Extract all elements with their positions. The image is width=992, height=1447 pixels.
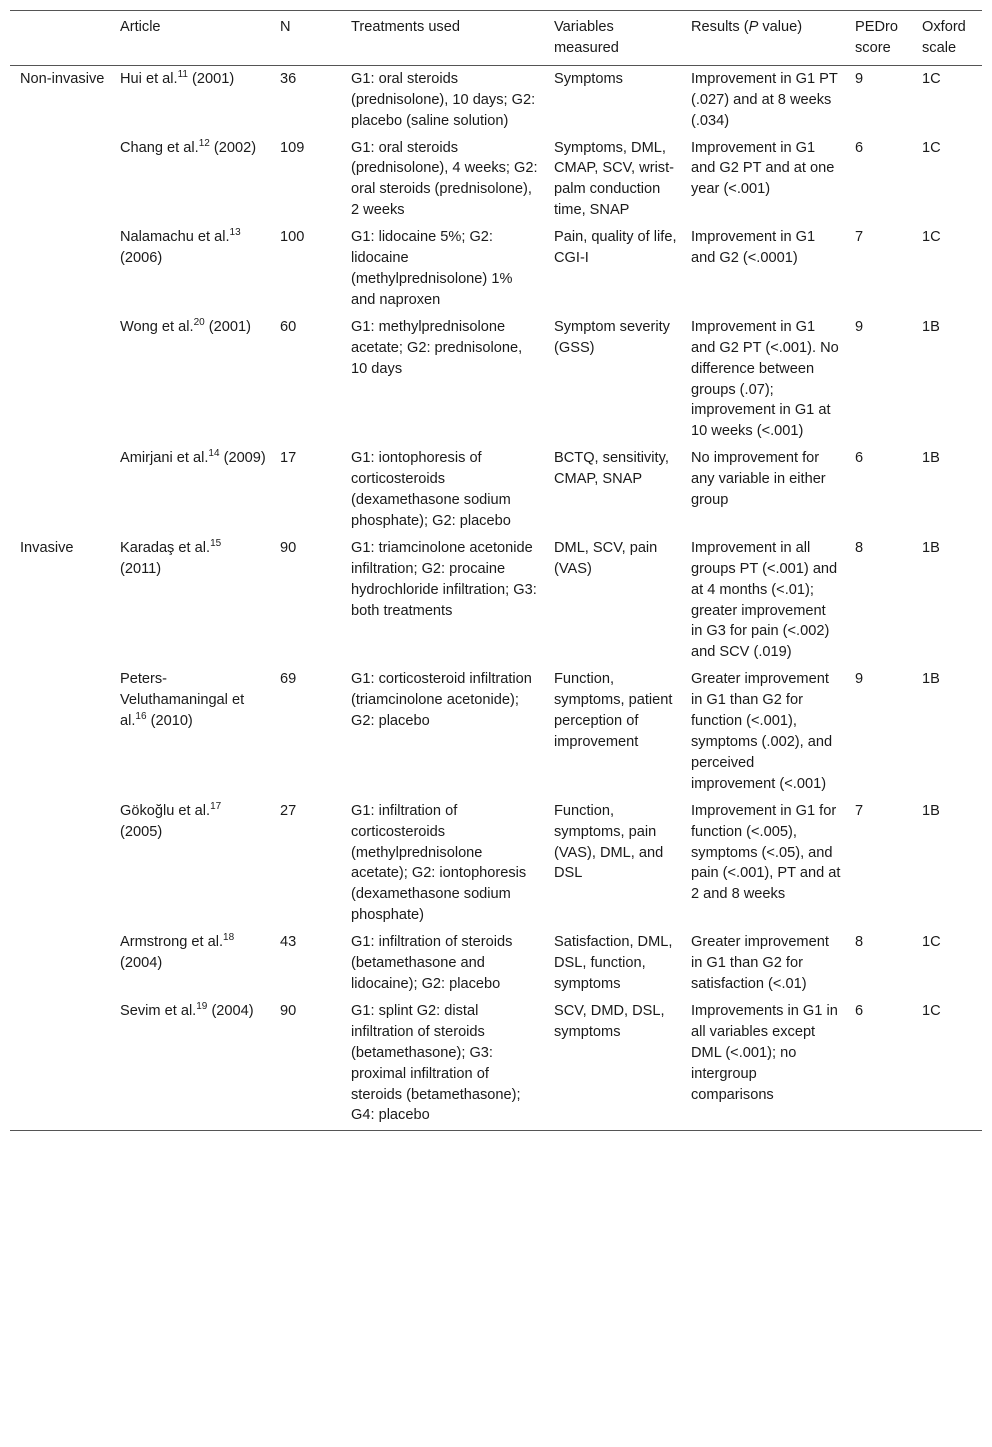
cell-variables: BCTQ, sensitivity, CMAP, SNAP (554, 450, 669, 488)
cell-oxford: 1B (922, 802, 940, 819)
article-reference: 20 (193, 316, 205, 328)
header-results-suffix: value) (758, 19, 803, 35)
cell-pedro: 8 (855, 539, 864, 556)
cell-treatments: G1: triamcinolone acetonide infiltration; G2: procaine hydrochloride infiltration; G3: both treatments (351, 539, 537, 619)
cell-article (110, 445, 270, 535)
cell-oxford: 1C (922, 229, 941, 246)
cell-n: 90 (270, 998, 341, 1131)
cell-n: 17 (280, 450, 297, 467)
cell-variables: Function, symptoms, patient perception of improvement (554, 671, 673, 750)
header-pedro: PEDro score (845, 11, 912, 66)
cell-group (10, 224, 110, 314)
cell-variables: Pain, quality of life, CGI-I (554, 229, 677, 267)
cell-treatments: G1: infiltration of steroids (betamethasone and lidocaine); G2: placebo (351, 934, 513, 992)
cell-n: 69 (280, 671, 297, 688)
cell-n: 60 (280, 318, 297, 335)
cell-n: 43 (280, 934, 297, 951)
cell-results: Greater improvement in G1 than G2 for function (<.001), symptoms (.002), and perceived improvement (<.001) (691, 671, 833, 792)
cell-treatments: G1: lidocaine 5%; G2: lidocaine (methylprednisolone) 1% and naproxen (351, 229, 513, 308)
cell-pedro: 6 (855, 139, 864, 156)
article-year: (2009) (223, 450, 266, 467)
cell-treatments: G1: infiltration of corticosteroids (methylprednisolone acetate); G2: iontophoresis (dexamethasone sodium phosphate) (351, 802, 527, 924)
article-reference: 12 (198, 137, 210, 149)
article-reference: 17 (210, 800, 222, 812)
cell-group (10, 998, 110, 1131)
article-author: Nalamachu et al. (120, 229, 230, 246)
cell-variables: Symptoms (554, 70, 623, 87)
cell-results: Improvement in G1 and G2 PT and at one year (<.001) (691, 139, 835, 198)
article-year: (2004) (211, 1002, 254, 1019)
cell-results: Improvements in G1 in all variables except DML (<.001); no intergroup comparisons (681, 998, 845, 1131)
article-author: Peters-Veluthamaningal et al. (120, 671, 245, 730)
cell-pedro: 6 (855, 450, 864, 467)
table-row (10, 535, 982, 666)
table-container (10, 10, 982, 1131)
cell-article (110, 135, 270, 225)
cell-article (110, 314, 270, 445)
studies-table (10, 10, 982, 1131)
article-year: (2001) (192, 70, 235, 87)
article-year: (2005) (120, 823, 163, 840)
table-row (10, 666, 982, 797)
cell-group: Invasive (20, 539, 74, 556)
article-year: (2006) (120, 250, 163, 267)
cell-n: 90 (280, 539, 297, 556)
cell-article (110, 65, 270, 134)
cell-n: 100 (280, 229, 305, 246)
cell-article (110, 798, 270, 929)
cell-group (10, 445, 110, 535)
cell-results: Improvement in G1 and G2 PT (<.001). No difference between groups (.07); improvement in G1 at 10 weeks (<.001) (691, 318, 839, 440)
article-author: Wong et al. (120, 318, 194, 335)
cell-n: 109 (280, 139, 305, 156)
cell-pedro: 7 (855, 229, 864, 246)
table-row (10, 135, 982, 225)
cell-treatments: G1: oral steroids (prednisolone), 10 days; G2: placebo (saline solution) (351, 70, 536, 129)
article-year: (2004) (120, 955, 163, 972)
header-results-p: P (748, 19, 759, 35)
header-variables: Variables measured (544, 11, 681, 66)
article-reference: 18 (223, 932, 235, 944)
cell-oxford: 1B (922, 318, 940, 335)
header-row (10, 11, 982, 66)
table-row (10, 224, 982, 314)
cell-pedro: 9 (855, 671, 864, 688)
cell-pedro: 6 (845, 998, 912, 1131)
cell-results: Improvement in G1 for function (<.005), symptoms (<.05), and pain (<.001), PT and at 2 and 8 weeks (691, 802, 841, 903)
header-group (10, 11, 110, 66)
article-author: Sevim et al. (120, 1002, 197, 1019)
article-reference: 13 (229, 227, 241, 239)
cell-group (10, 135, 110, 225)
article-author: Chang et al. (120, 139, 199, 156)
article-reference: 16 (135, 711, 147, 723)
cell-n: 36 (280, 70, 297, 87)
article-reference: 15 (210, 537, 222, 549)
cell-results: Improvement in all groups PT (<.001) and at 4 months (<.01); greater improvement in G3 for pain (<.002) and SCV (.019) (691, 539, 838, 661)
cell-treatments: G1: oral steroids (prednisolone), 4 weeks; G2: oral steroids (prednisolone), 2 weeks (351, 139, 538, 219)
article-reference: 11 (177, 68, 188, 80)
cell-group (10, 929, 110, 998)
table-row (10, 998, 982, 1131)
cell-article (110, 998, 270, 1131)
article-author: Hui et al. (120, 70, 178, 87)
article-year: (2010) (150, 713, 193, 730)
cell-variables: Function, symptoms, pain (VAS), DML, and DSL (554, 802, 664, 882)
table-row (10, 314, 982, 445)
article-year: (2002) (213, 139, 257, 156)
article-reference: 14 (208, 448, 220, 460)
cell-variables: Satisfaction, DML, DSL, function, symptoms (554, 934, 673, 992)
cell-oxford: 1C (912, 998, 982, 1131)
cell-pedro: 9 (855, 70, 864, 87)
cell-group (10, 798, 110, 929)
cell-treatments: G1: methylprednisolone acetate; G2: prednisolone, 10 days (351, 318, 523, 377)
header-results (681, 11, 845, 66)
article-year: (2011) (120, 560, 162, 577)
cell-group (10, 314, 110, 445)
table-body (10, 65, 982, 1131)
cell-pedro: 7 (855, 802, 864, 819)
article-reference: 19 (196, 1000, 208, 1012)
cell-oxford: 1B (922, 539, 940, 556)
cell-article (110, 224, 270, 314)
cell-treatments: G1: corticosteroid infiltration (triamcinolone acetonide); G2: placebo (351, 671, 532, 730)
cell-oxford: 1C (922, 934, 941, 951)
cell-n: 27 (280, 802, 297, 819)
cell-pedro: 8 (855, 934, 864, 951)
cell-pedro: 9 (855, 318, 864, 335)
article-year: (2001) (208, 318, 251, 335)
cell-treatments: G1: iontophoresis of corticosteroids (dexamethasone sodium phosphate); G2: placebo (351, 450, 511, 529)
cell-article (110, 535, 270, 666)
table-row (10, 65, 982, 134)
header-article: Article (110, 11, 270, 66)
cell-results: Improvement in G1 PT (.027) and at 8 weeks (.034) (691, 70, 838, 129)
cell-article (110, 666, 270, 797)
cell-group: Non-invasive (20, 70, 105, 87)
table-row (10, 798, 982, 929)
header-results-prefix: Results ( (691, 19, 749, 35)
article-author: Amirjani et al. (120, 450, 209, 467)
cell-results: Improvement in G1 and G2 (<.0001) (691, 229, 816, 267)
cell-group (10, 666, 110, 797)
cell-results: Greater improvement in G1 than G2 for satisfaction (<.01) (691, 934, 829, 992)
cell-variables: Symptom severity (GSS) (554, 318, 670, 356)
cell-variables: DML, SCV, pain (VAS) (554, 539, 658, 577)
cell-variables: Symptoms, DML, CMAP, SCV, wrist-palm conduction time, SNAP (554, 139, 675, 219)
header-oxford: Oxford scale (912, 11, 982, 66)
article-author: Gökoğlu et al. (120, 802, 211, 819)
cell-oxford: 1C (922, 139, 941, 156)
cell-treatments: G1: splint G2: distal infiltration of steroids (betamethasone); G3: proximal infiltration of steroids (betamethasone); G4: placebo (341, 998, 544, 1131)
header-treatments: Treatments used (341, 11, 544, 66)
cell-oxford: 1C (922, 70, 941, 87)
cell-oxford: 1B (922, 450, 940, 467)
header-n: N (270, 11, 341, 66)
cell-variables: SCV, DMD, DSL, symptoms (544, 998, 681, 1131)
table-row (10, 445, 982, 535)
cell-oxford: 1B (922, 671, 940, 688)
article-author: Karadaş et al. (120, 539, 211, 556)
cell-results: No improvement for any variable in either group (691, 450, 826, 509)
table-row (10, 929, 982, 998)
article-author: Armstrong et al. (120, 934, 224, 951)
cell-article (110, 929, 270, 998)
